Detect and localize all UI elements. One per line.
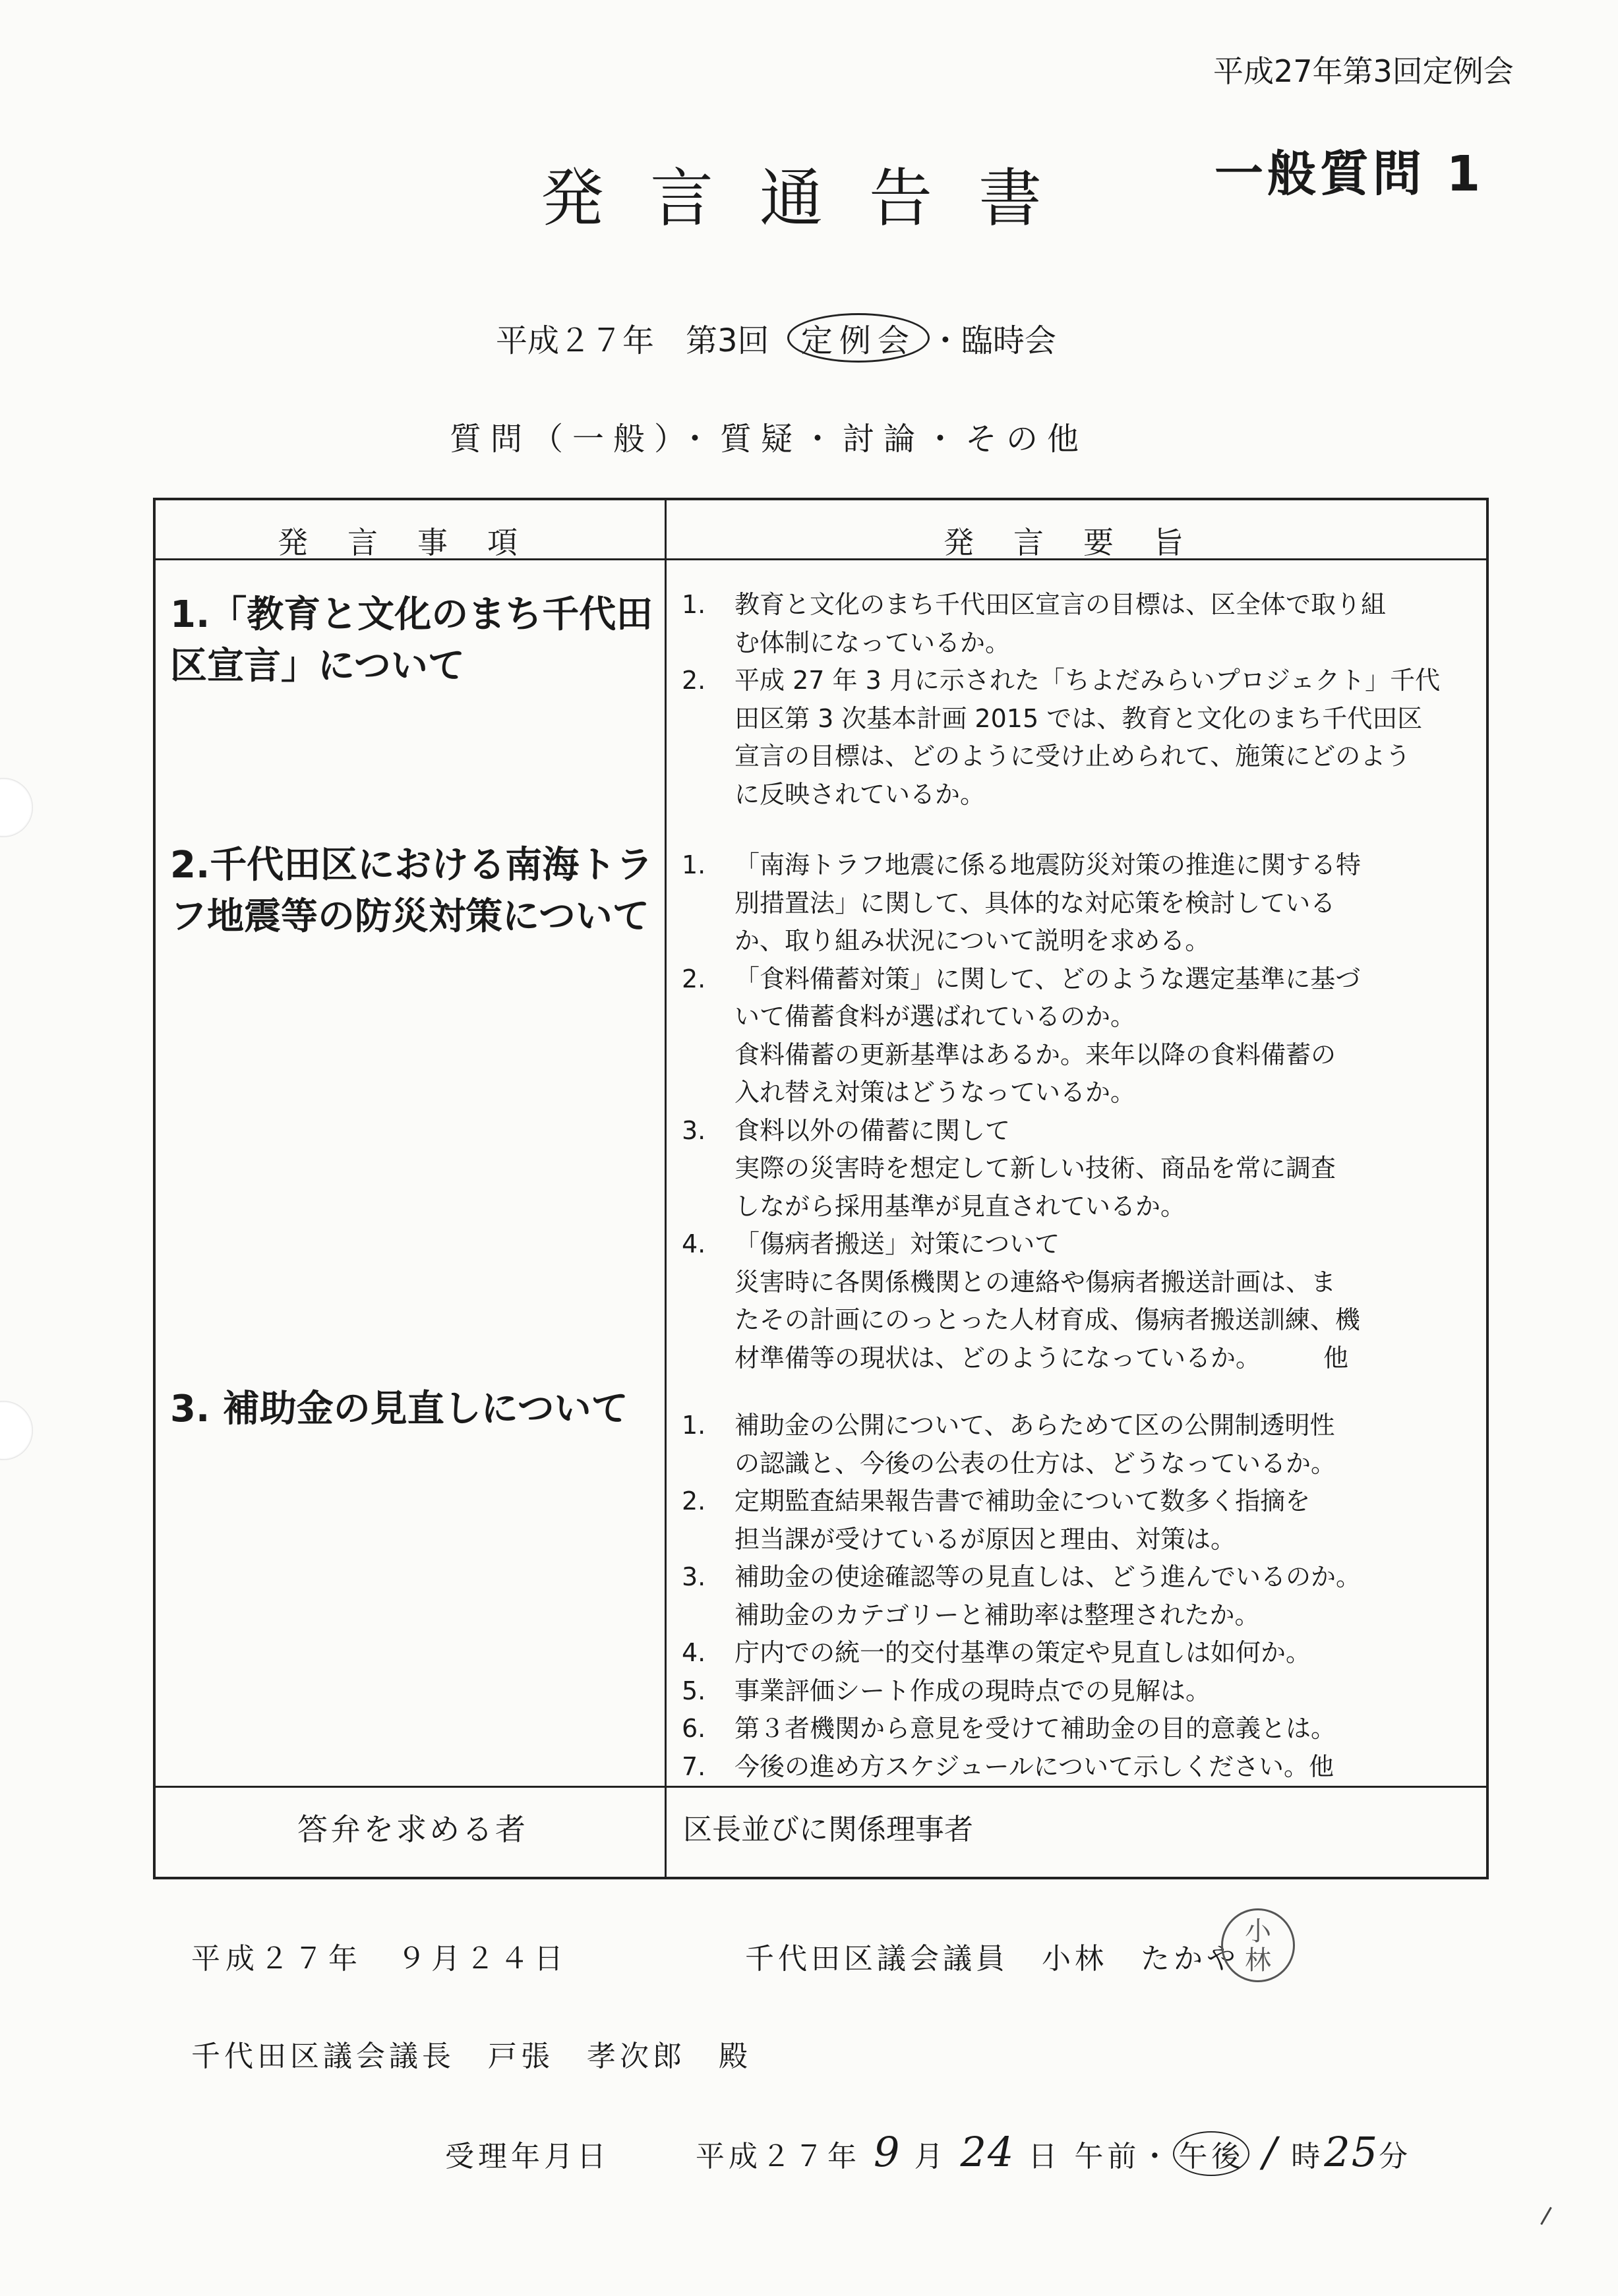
point-text: 「南海トラフ地震に係る地震防災対策の推進に関する特 [734,850,1362,879]
point-text: 田区第 3 次基本計画 2015 では、教育と文化のまち千代田区 [734,703,1423,733]
col2-header: 発言要旨 [944,525,1223,560]
col1-header: 発言事項 [278,525,557,560]
point-line [676,1748,1474,1786]
point-text: 庁内での統一的交付基準の策定や見直しは如何か。 [734,1638,1311,1667]
point-text: たその計画にのっとった人材育成、傷病者搬送訓練、機 [734,1305,1360,1334]
point-number [676,1264,734,1302]
received-hour: / [1263,2128,1278,2176]
point-text: 第３者機関から意見を受けて補助金の目的意義とは。 [734,1714,1336,1743]
point-text: に反映されているか。 [734,779,986,809]
point-line [676,1150,1474,1188]
point-text: 補助金のカテゴリーと補助率は整理されたか。 [734,1600,1260,1630]
point-text: か、取り組み状況について説明を求める。 [734,926,1211,955]
point-number: 7. [682,1751,706,1781]
point-number [676,998,734,1036]
point-line [676,1634,1474,1672]
point-item [676,662,1474,813]
point-text: いて備蓄食料が選ばれているのか。 [734,1002,1136,1031]
point-line [676,1036,1474,1074]
session-header: 平成27年第3回定例会 [1213,53,1514,89]
topic-1-points [676,586,1474,813]
notice-table [153,498,1489,1879]
point-number: 1. [682,850,706,879]
point-line [676,998,1474,1036]
punch-hole-upper [0,778,33,837]
pm-circled: 午後 [1173,2131,1249,2176]
point-item [676,1748,1474,1786]
point-number: 4. [682,1229,706,1258]
received-era: 平成２７年 [696,2140,860,2173]
point-text: 「食料備蓄対策」に関して、どのような選定基準に基づ [734,964,1361,993]
point-text: 補助金の公開について、あらためて区の公開制透明性 [734,1411,1335,1440]
point-text: の認識と、今後の公表の仕方は、どうなっているか。 [734,1448,1336,1478]
point-number [676,1301,734,1339]
point-text: しながら採用基準が見直されているか。 [734,1191,1186,1221]
document-title: 発言通告書 [541,162,1088,235]
point-text: 災害時に各関係機関との連絡や傷病者搬送計画は、ま [734,1267,1336,1297]
month-unit: 月 [914,2140,947,2173]
point-number [676,885,734,923]
point-text: 教育と文化のまち千代田区宣言の目標は、区全体で取り組 [734,590,1387,619]
received-line [445,2128,1412,2176]
point-line [676,662,1474,700]
point-line [676,1301,1474,1339]
punch-hole-lower [0,1401,33,1460]
point-line [676,738,1474,776]
point-text: 担当課が受けているが原因と理由、対策は。 [734,1524,1236,1554]
point-item [676,1558,1474,1634]
point-text: 入れ替え対策はどうなっているか。 [734,1078,1136,1107]
point-number [676,624,734,662]
point-item [676,1112,1474,1226]
point-text: 定期監査結果報告書で補助金について数多く指摘を [734,1487,1311,1516]
session-line [496,313,1056,363]
name-seal-stamp: 小 林 [1221,1908,1295,1982]
session-prefix: 平成２７年 第3回 [496,322,769,359]
point-item [676,960,1474,1112]
point-number [676,1074,734,1112]
point-line [676,1339,1474,1378]
point-line [676,1521,1474,1559]
point-number: 3. [682,1115,706,1145]
session-circled: 定例会 [787,313,930,363]
addressee: 千代田区議会議長 戸張 孝次郎 殿 [191,2040,752,2073]
topic-2-points [676,846,1474,1377]
point-number [676,1521,734,1559]
point-number [676,1188,734,1226]
point-line [676,1074,1474,1112]
topic-3-points [676,1407,1474,1786]
answer-label: 答弁を求める者 [297,1811,528,1847]
point-line [676,846,1474,885]
hour-unit: 時 [1291,2140,1325,2173]
point-line [676,776,1474,814]
point-number [676,700,734,738]
member-name: 千代田区議会議員 小林 たかや [745,1942,1240,1976]
point-number [676,1036,734,1074]
point-number [676,1445,734,1483]
point-line [676,885,1474,923]
point-number: 2. [682,1487,706,1516]
point-line [676,1710,1474,1748]
point-number [676,1339,734,1378]
point-line [676,1445,1474,1483]
point-text: 事業評価シート作成の現時点での見解は。 [734,1676,1211,1705]
point-line [676,624,1474,662]
point-number [676,738,734,776]
point-number [676,776,734,814]
point-number: 1. [682,1411,706,1440]
point-text: 補助金の使途確認等の見直しは、どう進んでいるのか。 [734,1562,1362,1591]
answer-value: 区長並びに関係理事者 [683,1813,973,1846]
point-text: 宣言の目標は、どのように受け止められて、施策にどのよう [734,742,1411,771]
answer-divider [156,1786,1486,1788]
point-line [676,1597,1474,1635]
point-number: 6. [682,1714,706,1743]
point-line [676,700,1474,738]
point-line [676,1407,1474,1445]
point-number: 3. [682,1562,706,1591]
point-text: 食料以外の備蓄に関して [734,1115,1011,1145]
column-divider [665,500,667,1877]
point-item [676,1672,1474,1711]
point-item [676,586,1474,662]
point-item [676,1634,1474,1672]
point-item [676,1483,1474,1558]
topic-title-3: 3. 補助金の見直しについて [170,1388,628,1430]
point-line [676,1483,1474,1521]
point-text: む体制になっているか。 [734,628,1011,657]
point-line [676,960,1474,999]
point-text: 材準備等の現状は、どのようになっているか。 他 [734,1343,1349,1372]
point-text: 食料備蓄の更新基準はあるか。来年以降の食料備蓄の [734,1040,1336,1069]
point-number [676,1150,734,1188]
point-line [676,1264,1474,1302]
point-number: 5. [682,1676,706,1705]
point-text: 別措置法」に関して、具体的な対応策を検討している [734,888,1336,918]
point-text: 「傷病者搬送」対策について [734,1229,1060,1258]
point-number [676,922,734,960]
received-minute: 25 [1324,2128,1379,2176]
point-number [676,1597,734,1635]
point-line [676,1112,1474,1150]
point-item [676,1225,1474,1377]
received-month: 9 [874,2128,901,2176]
point-item [676,846,1474,960]
session-suffix: ・臨時会 [929,322,1056,359]
minute-unit: 分 [1379,2140,1412,2173]
point-text: 今後の進め方スケジュールについて示しください。他 [734,1751,1334,1781]
point-line [676,922,1474,960]
point-item [676,1710,1474,1748]
point-number: 4. [682,1638,706,1667]
day-unit: 日 [1028,2140,1062,2173]
point-number: 1. [682,590,706,619]
pen-mark [1540,2207,1552,2225]
point-line [676,1225,1474,1264]
received-label: 受理年月日 [445,2140,610,2173]
submission-date: 平成２７年 ９月２４日 [191,1942,568,1976]
point-number: 2. [682,666,706,695]
point-text: 実際の災害時を想定して新しい技術、商品を常に調査 [734,1154,1336,1183]
received-day: 24 [960,2128,1015,2176]
point-line [676,1558,1474,1597]
question-label: 一般質問 1 [1214,146,1485,202]
point-number: 2. [682,964,706,993]
type-line: 質問（一般）・質疑・討論・その他 [450,421,1089,457]
point-line [676,586,1474,624]
point-line [676,1188,1474,1226]
point-line [676,1672,1474,1711]
topic-title-2: 2.千代田区における南海トラフ地震等の防災対策について [170,844,653,938]
point-item [676,1407,1474,1483]
am-pm-prefix: 午前・ [1074,2140,1174,2173]
topic-title-1: 1.「教育と文化のまち千代田区宣言」について [170,593,653,688]
point-text: 平成 27 年 3 月に示された「ちよだみらいプロジェクト」千代 [734,666,1441,695]
